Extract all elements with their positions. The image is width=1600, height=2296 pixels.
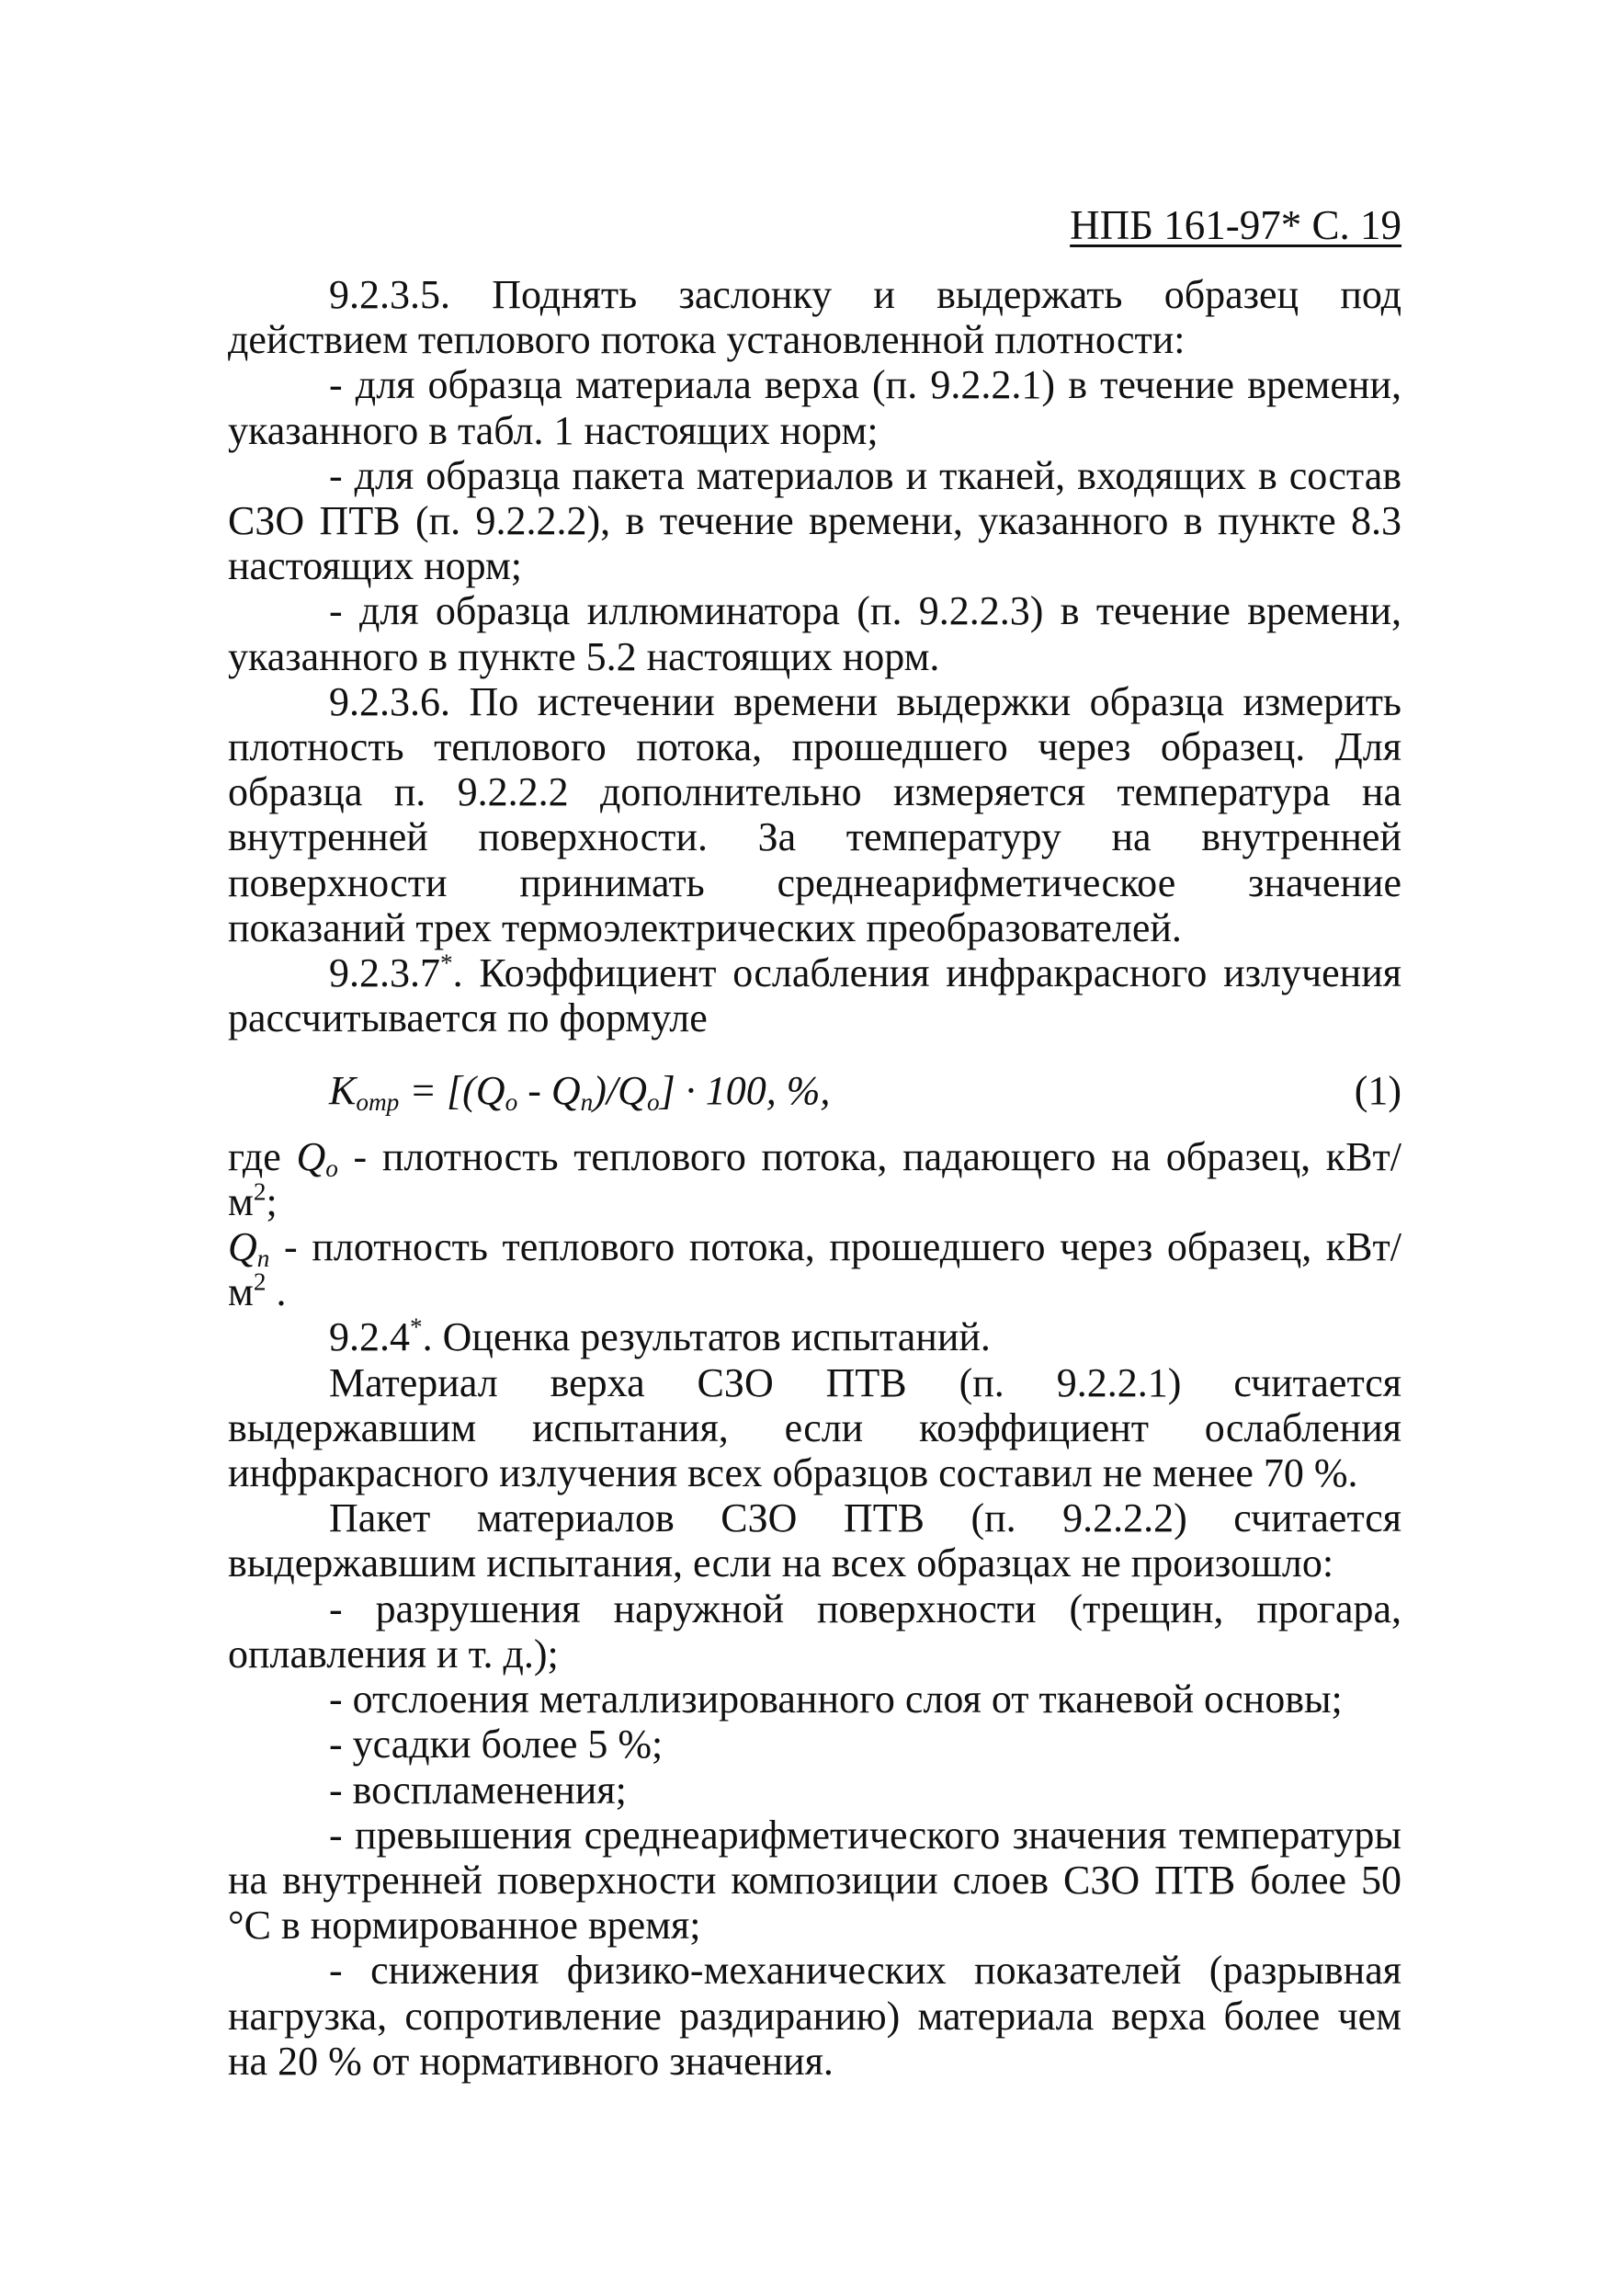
legend-q0: где $Q_o$ - плотность теплового потока, падающего на образец, кВт/$м^2$; (228, 1133, 1401, 1224)
document-body (228, 272, 1401, 2084)
list-item-mechanical: - снижения физико-механических показателей (разрывная нагрузка, сопротивление раздиранию) материала верха более чем на 20 % от нормативного значения. (228, 1948, 1401, 2084)
formula-line (228, 1068, 1401, 1117)
paragraph-9-2-3-7 (228, 950, 1401, 1040)
paragraph-pack-result: Пакет материалов СЗО ПТВ (п. 9.2.2.2) считается выдержавшим испытания, если на всех образцах не произошло: (228, 1495, 1401, 1586)
list-item-material-pack: - для образца пакета материалов и тканей, входящих в состав СЗО ПТВ (п. 9.2.2.2), в течение времени, указанного в пункте 8.3 настоящих норм; (228, 452, 1401, 589)
list-item-window: - для образца иллюминатора (п. 9.2.2.3) в течение времени, указанного в пункте 5.2 настоящих норм. (228, 588, 1401, 679)
legend-qn: $Q_п$ - плотность теплового потока, прошедшего через образец, кВт/$м^2$ . (228, 1224, 1401, 1315)
clause-number: 9.2.3.7 (329, 950, 440, 996)
formula: $K_{отр} = [(Q_o - Q_п)/Q_o] \cdot 100$, %, (329, 1068, 831, 1117)
clause-star: * (440, 949, 453, 977)
clause-text: . Коэффициент ослабления инфракрасного излучения рассчитывается по формуле (228, 950, 1401, 1041)
list-item-material-top: - для образца материала верха (п. 9.2.2.1) в течение времени, указанного в табл. 1 настоящих норм; (228, 362, 1401, 453)
paragraph-9-2-3-5: 9.2.3.5. Поднять заслонку и выдержать образец под действием теплового потока установленной плотности: (228, 272, 1401, 363)
paragraph-9-2-3-6: 9.2.3.6. По истечении времени выдержки образца измерить плотность теплового потока, прошедшего через образец. Для образца п. 9.2.2.2 дополнительно измеряется температура на внутренней поверхности. За температуру на внутренней поверхности принимать среднеарифметическое значение показаний трех термоэлектрических преобразователей. (228, 678, 1401, 950)
paragraph-material-top-result: Материал верха СЗО ПТВ (п. 9.2.2.1) считается выдержавшим испытания, если коэффициент ослабления инфракрасного излучения всех образцов составил не менее 70 %. (228, 1359, 1401, 1496)
page-header: НПБ 161-97* С. 19 (1070, 202, 1401, 248)
equation-number: (1) (1354, 1068, 1401, 1114)
list-item-destruction: - разрушения наружной поверхности (трещин, прогара, оплавления и т. д.); (228, 1586, 1401, 1677)
list-item-temperature: - превышения среднеарифметического значения температуры на внутренней поверхности композиции слоев СЗО ПТВ более 50 °С в нормированное время; (228, 1812, 1401, 1949)
list-item-ignition: - воспламенения; (329, 1767, 627, 1813)
list-item-shrinkage: - усадки более 5 %; (329, 1722, 664, 1767)
list-item-delamination: - отслоения металлизированного слоя от тканевой основы; (329, 1677, 1343, 1722)
paragraph-9-2-4: 9.2.4*. Оценка результатов испытаний. (329, 1313, 991, 1360)
formula-legend (228, 1134, 1401, 1315)
